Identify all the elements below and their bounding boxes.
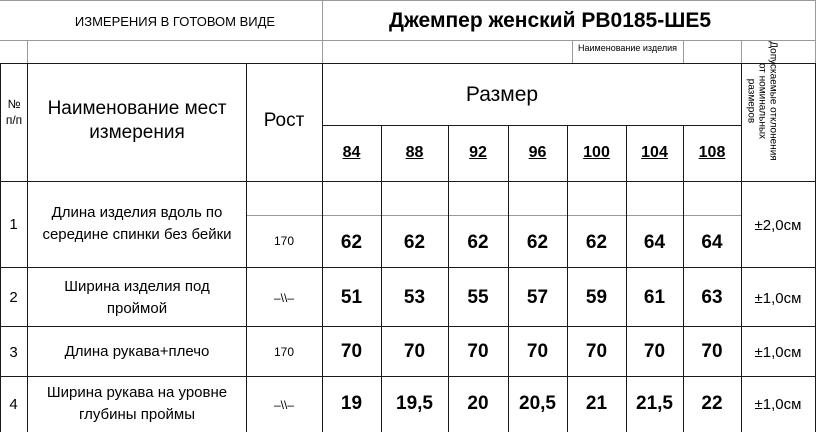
measure-value: 64 [643, 232, 666, 253]
row-number: 4 [9, 395, 18, 413]
measure-value: 22 [701, 393, 723, 414]
measure-value: 70 [526, 341, 549, 362]
measure-value: 62 [585, 232, 608, 253]
table-border [0, 376, 816, 377]
measure-value: 70 [467, 341, 489, 362]
measure-value: 70 [403, 341, 426, 362]
row-height: 170 [273, 234, 295, 248]
gridline [683, 40, 684, 64]
table-border [322, 125, 742, 126]
measure-value: 70 [340, 341, 363, 362]
tolerance-value: ±1,0см [754, 343, 802, 361]
measure-value: 62 [467, 232, 489, 253]
row-number: 1 [9, 215, 18, 233]
measure-value: 21 [585, 393, 608, 414]
size-header: 108 [698, 144, 726, 161]
table-border [0, 326, 816, 327]
row-number: 2 [9, 288, 18, 306]
size-header: 100 [583, 144, 610, 161]
size-header: 96 [528, 144, 547, 161]
measure-value: 70 [701, 341, 723, 362]
gridline [246, 215, 742, 216]
table-border [626, 125, 627, 432]
size-header: 104 [641, 144, 668, 161]
column-header-sizes: Размер [465, 83, 539, 106]
measure-value: 21,5 [636, 393, 673, 414]
measure-value: 63 [701, 287, 723, 308]
measure-value: 70 [643, 341, 666, 362]
tolerance-value: ±1,0см [754, 289, 802, 307]
table-border [741, 63, 742, 432]
table-border [0, 63, 1, 432]
column-header-height: Рост [263, 110, 305, 131]
row-height: 170 [273, 345, 295, 359]
gridline [322, 0, 323, 64]
measure-value: 70 [585, 341, 608, 362]
measure-value: 57 [526, 287, 549, 308]
table-border [0, 181, 816, 182]
table-border [0, 63, 816, 64]
measure-value: 20 [467, 393, 489, 414]
gridline [741, 40, 742, 64]
measure-value: 62 [526, 232, 549, 253]
measure-value: 20,5 [519, 393, 556, 414]
column-header-name: Наименование мест измерения [47, 98, 227, 143]
row-height: –\\– [273, 291, 294, 305]
table-border [448, 125, 449, 432]
measure-value: 62 [403, 232, 426, 253]
table-border [0, 267, 816, 268]
size-header: 84 [342, 144, 361, 161]
gridline [27, 40, 28, 64]
gridline [0, 40, 816, 41]
table-border [567, 125, 568, 432]
table-border [27, 63, 28, 432]
tolerance-value: ±1,0см [754, 395, 802, 413]
column-header-tolerance: Допускаемые отклонения от номинальных размеров [745, 41, 779, 161]
row-name: Длина рукава+плечо [64, 343, 210, 360]
measure-value: 62 [340, 232, 363, 253]
size-header: 88 [405, 144, 424, 161]
measure-value: 61 [643, 287, 666, 308]
product-caption: Наименование изделия [578, 43, 677, 53]
measure-value: 19,5 [396, 393, 433, 414]
row-number: 3 [9, 343, 18, 361]
section-label: ИЗМЕРЕНИЯ В ГОТОВОМ ВИДЕ [74, 13, 276, 29]
measure-value: 55 [467, 287, 489, 308]
row-height: –\\– [273, 398, 294, 412]
column-header-number: № п/п [5, 97, 23, 127]
gridline [0, 0, 816, 1]
table-border [508, 125, 509, 432]
measure-value: 53 [403, 287, 426, 308]
row-name: Длина изделия вдоль по середине спинки без бейки [42, 204, 232, 243]
table-border [381, 125, 382, 432]
measure-value: 59 [585, 287, 608, 308]
row-name: Ширина рукава на уровне глубины проймы [46, 384, 228, 423]
measure-value: 64 [701, 232, 723, 253]
measure-value: 51 [340, 287, 363, 308]
product-title: Джемпер женский РВ0185-ШЕ5 [388, 9, 712, 32]
measure-value: 19 [340, 393, 363, 414]
tolerance-value: ±2,0см [754, 216, 802, 234]
row-name: Ширина изделия под проймой [64, 278, 210, 317]
size-header: 92 [469, 144, 487, 161]
table-border [683, 125, 684, 432]
